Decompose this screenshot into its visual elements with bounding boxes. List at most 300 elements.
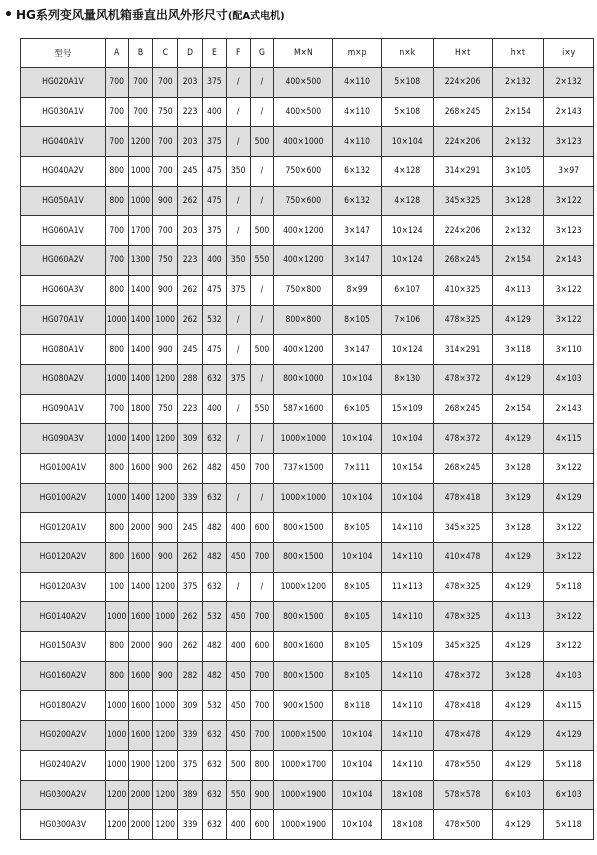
dimension-cell: 1000×1900 [274,780,333,810]
dimension-cell: 700 [105,246,128,276]
dimension-cell: 410×478 [433,543,492,573]
dimension-cell: 587×1600 [274,394,333,424]
dimension-cell: 1600 [128,661,153,691]
dimension-cell: 400 [202,97,226,127]
title-main: HG系列变风量风机箱垂直出风外形尺寸 [15,8,228,22]
dimension-cell: / [226,216,250,246]
dimension-cell: 1700 [128,216,153,246]
column-header: F [226,39,250,68]
model-cell: HG0100A2V [21,483,106,513]
dimension-cell: 700 [250,453,274,483]
dimension-cell: 900 [153,513,178,543]
dimension-cell: 632 [202,364,226,394]
dimension-cell: 4×128 [381,186,433,216]
dimension-cell: 800 [105,543,128,573]
dimension-cell: 350 [226,246,250,276]
dimension-cell: 482 [202,453,226,483]
dimension-cell: 1000 [153,691,178,721]
dimension-cell: 3×122 [544,275,594,305]
dimension-cell: 1000 [128,157,153,187]
dimension-cell: 4×129 [492,543,544,573]
dimension-cell: 375 [178,750,203,780]
dimension-cell: 700 [153,216,178,246]
dimension-cell: 3×97 [544,157,594,187]
dimension-cell: 262 [178,305,203,335]
dimension-cell: 14×110 [381,721,433,751]
dimension-cell: 2×143 [544,97,594,127]
model-cell: HG030A1V [21,97,106,127]
dimension-cell: / [226,186,250,216]
dimension-cell: 3×147 [333,246,382,276]
dimension-cell: 3×122 [544,186,594,216]
dimension-cell: 4×103 [544,661,594,691]
dimension-cell: 1200 [153,483,178,513]
table-row [21,275,594,305]
dimension-cell: 550 [250,394,274,424]
dimension-cell: 750 [153,97,178,127]
dimension-cell: / [226,394,250,424]
dimension-cell: 4×113 [492,275,544,305]
dimension-cell: / [250,305,274,335]
model-cell: HG0180A2V [21,691,106,721]
dimension-cell: 737×1500 [274,453,333,483]
dimension-cell: 800 [105,513,128,543]
dimension-cell: 1200 [153,810,178,840]
dimension-cell: 482 [202,661,226,691]
column-header: H×t [433,39,492,68]
dimension-cell: 262 [178,453,203,483]
dimension-table [20,38,594,840]
dimension-cell: 478×325 [433,305,492,335]
dimension-cell: 375 [178,572,203,602]
dimension-cell: 700 [105,97,128,127]
dimension-cell: 339 [178,721,203,751]
dimension-cell: 400 [226,810,250,840]
model-cell: HG090A1V [21,394,106,424]
model-cell: HG080A1V [21,335,106,365]
dimension-cell: / [250,97,274,127]
dimension-cell: 700 [250,602,274,632]
table-row [21,68,594,98]
dimension-cell: 6×107 [381,275,433,305]
dimension-cell: 4×129 [492,810,544,840]
dimension-cell: 282 [178,661,203,691]
dimension-cell: 2000 [128,513,153,543]
dimension-cell: 1900 [128,750,153,780]
dimension-cell: 3×147 [333,335,382,365]
dimension-cell: 6×132 [333,157,382,187]
dimension-cell: 10×104 [333,810,382,840]
dimension-cell: 900 [153,543,178,573]
dimension-cell: 1200 [153,364,178,394]
dimension-cell: 600 [250,632,274,662]
table-row [21,305,594,335]
dimension-cell: 345×325 [433,632,492,662]
dimension-cell: 5×118 [544,572,594,602]
dimension-cell: 14×110 [381,602,433,632]
model-cell: HG0120A3V [21,572,106,602]
dimension-cell: 345×325 [433,186,492,216]
dimension-cell: / [226,97,250,127]
dimension-cell: 410×325 [433,275,492,305]
model-cell: HG040A1V [21,127,106,157]
dimension-cell: 10×124 [381,335,433,365]
dimension-cell: 600 [250,810,274,840]
dimension-cell: 800 [105,661,128,691]
dimension-cell: 223 [178,246,203,276]
dimension-cell: 3×147 [333,216,382,246]
dimension-cell: 10×104 [381,127,433,157]
dimension-cell: 6×105 [333,394,382,424]
column-header: i×y [544,39,594,68]
column-header: 型号 [21,39,106,68]
dimension-cell: 10×104 [333,780,382,810]
dimension-cell: 339 [178,483,203,513]
column-header: B [128,39,153,68]
dimension-cell: 1200 [105,810,128,840]
dimension-cell: 2×132 [544,68,594,98]
dimension-cell: 375 [202,127,226,157]
dimension-cell: 478×325 [433,602,492,632]
dimension-cell: / [250,424,274,454]
dimension-cell: 632 [202,483,226,513]
dimension-cell: 632 [202,721,226,751]
dimension-cell: 400×1200 [274,216,333,246]
column-header: A [105,39,128,68]
dimension-cell: 1600 [128,691,153,721]
model-cell: HG0300A2V [21,780,106,810]
dimension-cell: 632 [202,750,226,780]
dimension-cell: 478×418 [433,691,492,721]
table-body [21,68,594,840]
dimension-cell: 6×103 [492,780,544,810]
dimension-cell: 268×245 [433,246,492,276]
model-cell: HG0120A1V [21,513,106,543]
dimension-cell: 900 [153,661,178,691]
dimension-cell: 1200 [153,424,178,454]
dimension-cell: 4×110 [333,97,382,127]
dimension-cell: 400 [202,394,226,424]
model-cell: HG060A1V [21,216,106,246]
dimension-cell: 475 [202,186,226,216]
dimension-cell: 8×118 [333,691,382,721]
dimension-cell: 268×245 [433,394,492,424]
dimension-cell: 10×104 [333,721,382,751]
dimension-cell: 632 [202,810,226,840]
dimension-cell: 14×110 [381,691,433,721]
dimension-cell: 1600 [128,721,153,751]
dimension-cell: / [250,275,274,305]
dimension-cell: 4×115 [544,691,594,721]
dimension-cell: 400×1200 [274,246,333,276]
model-cell: HG0200A2V [21,721,106,751]
dimension-cell: 1200 [128,127,153,157]
dimension-cell: / [226,483,250,513]
dimension-cell: 600 [250,513,274,543]
table-row [21,394,594,424]
model-cell: HG040A2V [21,157,106,187]
dimension-cell: 550 [226,780,250,810]
dimension-cell: 1600 [128,453,153,483]
table-row [21,246,594,276]
dimension-cell: 309 [178,691,203,721]
dimension-cell: 3×122 [544,602,594,632]
dimension-cell: 224×206 [433,68,492,98]
table-row [21,543,594,573]
dimension-cell: 1400 [128,483,153,513]
dimension-cell: 389 [178,780,203,810]
dimension-cell: 262 [178,602,203,632]
dimension-cell: 800 [105,453,128,483]
dimension-cell: 8×130 [381,364,433,394]
dimension-cell: / [226,572,250,602]
dimension-cell: 375 [226,275,250,305]
dimension-cell: 3×128 [492,453,544,483]
dimension-cell: 1000 [105,750,128,780]
dimension-cell: 1300 [128,246,153,276]
column-header: D [178,39,203,68]
dimension-cell: 750×600 [274,157,333,187]
table-row [21,661,594,691]
dimension-cell: / [226,127,250,157]
dimension-cell: 8×105 [333,305,382,335]
dimension-cell: 700 [128,97,153,127]
dimension-cell: 1000 [105,721,128,751]
dimension-cell: 10×124 [381,246,433,276]
dimension-cell: 262 [178,275,203,305]
dimension-cell: 532 [202,602,226,632]
dimension-cell: 4×129 [492,750,544,780]
dimension-cell: 339 [178,810,203,840]
dimension-cell: 1600 [128,543,153,573]
table-row [21,483,594,513]
dimension-cell: 400×1200 [274,335,333,365]
dimension-cell: 4×129 [492,305,544,335]
dimension-cell: 3×122 [544,513,594,543]
dimension-cell: 8×99 [333,275,382,305]
column-header: G [250,39,274,68]
dimension-cell: 4×129 [544,483,594,513]
dimension-cell: 3×128 [492,186,544,216]
dimension-cell: 450 [226,543,250,573]
dimension-cell: 3×129 [492,483,544,513]
column-header: h×t [492,39,544,68]
dimension-cell: 450 [226,721,250,751]
table-row [21,602,594,632]
dimension-cell: 8×105 [333,513,382,543]
dimension-cell: 2000 [128,632,153,662]
column-header: M×N [274,39,333,68]
dimension-cell: 3×123 [544,127,594,157]
dimension-cell: / [226,68,250,98]
dimension-cell: 203 [178,127,203,157]
dimension-cell: 4×129 [492,632,544,662]
dimension-cell: 1000×1200 [274,572,333,602]
dimension-cell: / [226,305,250,335]
dimension-cell: 18×108 [381,810,433,840]
dimension-cell: 5×108 [381,68,433,98]
dimension-cell: 375 [202,68,226,98]
title-subtitle: (配A式电机) [227,11,285,22]
model-cell: HG0100A1V [21,453,106,483]
dimension-cell: 750 [153,246,178,276]
dimension-cell: 3×123 [544,216,594,246]
dimension-cell: 1400 [128,275,153,305]
page-title [4,4,594,26]
dimension-cell: 10×104 [381,483,433,513]
dimension-cell: 2×154 [492,97,544,127]
dimension-cell: 400×1000 [274,127,333,157]
dimension-cell: 500 [250,127,274,157]
dimension-cell: 632 [202,424,226,454]
table-row [21,186,594,216]
dimension-cell: 800×1000 [274,364,333,394]
dimension-cell: 900 [153,335,178,365]
dimension-cell: 375 [226,364,250,394]
model-cell: HG0300A3V [21,810,106,840]
dimension-cell: / [250,364,274,394]
dimension-cell: 2×154 [492,394,544,424]
dimension-cell: 5×118 [544,810,594,840]
dimension-cell: 11×113 [381,572,433,602]
dimension-cell: 1800 [128,394,153,424]
dimension-cell: 5×118 [544,750,594,780]
dimension-cell: 5×108 [381,97,433,127]
dimension-cell: 14×110 [381,661,433,691]
dimension-cell: 1000×1900 [274,810,333,840]
dimension-cell: 4×129 [492,691,544,721]
dimension-cell: 750×600 [274,186,333,216]
dimension-cell: 500 [250,216,274,246]
dimension-cell: 4×129 [544,721,594,751]
dimension-cell: 10×104 [333,483,382,513]
dimension-cell: 482 [202,513,226,543]
dimension-cell: 4×129 [492,572,544,602]
dimension-cell: 700 [105,68,128,98]
dimension-cell: / [250,68,274,98]
dimension-cell: 450 [226,661,250,691]
model-cell: HG0150A3V [21,632,106,662]
dimension-cell: 6×103 [544,780,594,810]
dimension-cell: 700 [105,127,128,157]
table-header-row [21,39,594,68]
model-cell: HG080A2V [21,364,106,394]
dimension-cell: 482 [202,632,226,662]
dimension-cell: 203 [178,216,203,246]
model-cell: HG0160A2V [21,661,106,691]
dimension-cell: 482 [202,543,226,573]
dimension-cell: 1400 [128,572,153,602]
dimension-cell: 478×372 [433,364,492,394]
dimension-cell: 1200 [153,721,178,751]
dimension-cell: 632 [202,780,226,810]
column-header: E [202,39,226,68]
dimension-cell: 478×478 [433,721,492,751]
table-row [21,424,594,454]
dimension-cell: 15×109 [381,632,433,662]
table-row [21,632,594,662]
table-row [21,335,594,365]
dimension-cell: 800 [105,632,128,662]
dimension-cell: 900 [153,632,178,662]
dimension-cell: 2×143 [544,394,594,424]
dimension-cell: 262 [178,632,203,662]
dimension-cell: 8×105 [333,661,382,691]
dimension-cell: 1400 [128,305,153,335]
model-cell: HG0120A2V [21,543,106,573]
dimension-cell: 475 [202,335,226,365]
dimension-cell: 800 [105,335,128,365]
table-row [21,157,594,187]
title-bullet: • [4,7,13,23]
dimension-cell: / [250,483,274,513]
dimension-cell: 900 [250,780,274,810]
dimension-cell: 800×1500 [274,513,333,543]
dimension-cell: 1400 [128,364,153,394]
table-row [21,572,594,602]
dimension-cell: 14×110 [381,750,433,780]
dimension-cell: 100 [105,572,128,602]
dimension-cell: 3×122 [544,632,594,662]
dimension-cell: 4×113 [492,602,544,632]
dimension-cell: 750×800 [274,275,333,305]
dimension-cell: 800 [105,275,128,305]
dimension-cell: 1000×1000 [274,424,333,454]
dimension-cell: 578×578 [433,780,492,810]
dimension-cell: 7×111 [333,453,382,483]
dimension-cell: 700 [250,543,274,573]
dimension-cell: 10×104 [381,424,433,454]
dimension-cell: 478×372 [433,424,492,454]
dimension-cell: / [250,186,274,216]
dimension-cell: 14×110 [381,543,433,573]
dimension-cell: / [250,572,274,602]
table-row [21,780,594,810]
dimension-cell: 1000 [105,364,128,394]
dimension-cell: 245 [178,157,203,187]
table-row [21,97,594,127]
dimension-cell: 245 [178,513,203,543]
model-cell: HG0140A2V [21,602,106,632]
dimension-cell: 400×500 [274,68,333,98]
table-row [21,364,594,394]
dimension-cell: 1000×1700 [274,750,333,780]
dimension-cell: 1000 [105,424,128,454]
dimension-cell: 262 [178,186,203,216]
model-cell: HG060A2V [21,246,106,276]
dimension-cell: 314×291 [433,335,492,365]
dimension-cell: 1000 [105,483,128,513]
dimension-cell: 4×129 [492,364,544,394]
dimension-cell: 1000×1000 [274,483,333,513]
dimension-cell: 8×105 [333,632,382,662]
dimension-cell: 400 [226,632,250,662]
dimension-cell: 478×372 [433,661,492,691]
dimension-cell: 478×550 [433,750,492,780]
dimension-cell: 15×109 [381,394,433,424]
dimension-cell: 2×132 [492,216,544,246]
dimension-cell: 3×128 [492,513,544,543]
dimension-cell: 475 [202,275,226,305]
table-row [21,513,594,543]
dimension-cell: 8×105 [333,602,382,632]
dimension-cell: 400 [226,513,250,543]
model-cell: HG060A3V [21,275,106,305]
dimension-cell: 500 [226,750,250,780]
dimension-cell: 4×110 [333,68,382,98]
dimension-cell: 3×122 [544,305,594,335]
column-header: m×p [333,39,382,68]
